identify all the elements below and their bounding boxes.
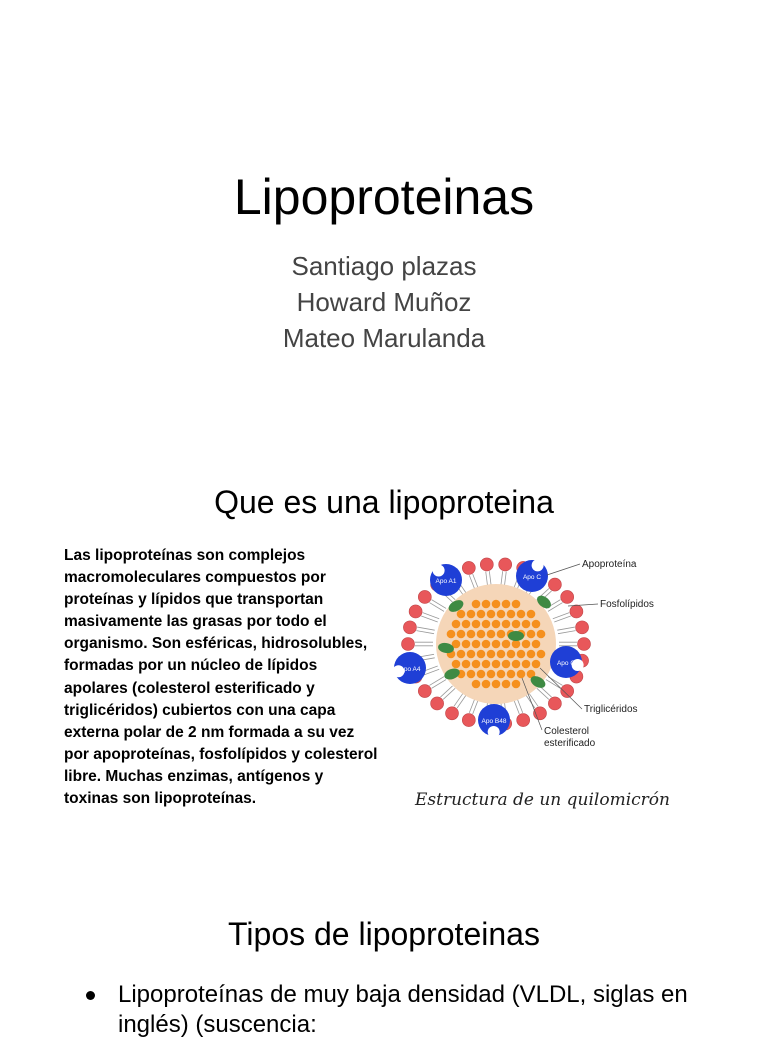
- triglyceride-dot: [492, 620, 501, 629]
- phospholipid-tail: [421, 616, 437, 622]
- triglyceride-dot: [512, 600, 521, 609]
- list-item: [86, 980, 726, 1040]
- phospholipid-tail: [440, 686, 452, 697]
- triglyceride-dot: [522, 620, 531, 629]
- phospholipid-head: [570, 605, 583, 618]
- phospholipid-tail: [537, 688, 549, 699]
- triglyceride-dot: [482, 640, 491, 649]
- triglyceride-dot: [507, 650, 516, 659]
- bullet-icon: [86, 991, 95, 1000]
- apoprotein-notch: [532, 559, 544, 571]
- phospholipid-head: [548, 697, 561, 710]
- triglyceride-dot: [482, 600, 491, 609]
- phospholipid-head: [517, 714, 530, 727]
- phospholipid-tail: [429, 603, 444, 612]
- phospholipid-tail: [417, 627, 435, 630]
- triglyceride-dot: [467, 670, 476, 679]
- triglyceride-dot: [527, 650, 536, 659]
- triglyceride-dot: [472, 600, 481, 609]
- triglyceride-dot: [467, 610, 476, 619]
- phospholipid-tail: [429, 677, 444, 686]
- phospholipid-head: [403, 621, 416, 634]
- triglyceride-dot: [522, 640, 531, 649]
- triglyceride-dot: [502, 600, 511, 609]
- triglyceride-dot: [492, 640, 501, 649]
- triglyceride-dot: [487, 610, 496, 619]
- apoprotein-label: Apo A4: [399, 666, 421, 673]
- phospholipid-tail: [554, 616, 570, 622]
- phospholipid-head: [578, 638, 591, 651]
- apoprotein-notch: [488, 726, 500, 738]
- triglyceride-dot: [537, 650, 546, 659]
- author-name: Howard Muñoz: [296, 287, 472, 317]
- triglyceride-dot: [472, 660, 481, 669]
- triglyceride-dot: [452, 660, 461, 669]
- slide-title: Que es una lipoproteina: [214, 484, 554, 520]
- slide-title: Lipoproteinas: [233, 169, 535, 225]
- apoprotein-label: Apo A1: [435, 578, 457, 585]
- apoprotein-label: Apo C: [522, 574, 542, 581]
- triglyceride-dot: [492, 680, 501, 689]
- triglyceride-dot: [512, 620, 521, 629]
- triglyceride-dot: [532, 640, 541, 649]
- phospholipid-head: [576, 621, 589, 634]
- author-name: Mateo Marulanda: [282, 323, 486, 353]
- triglyceride-dot: [497, 630, 506, 639]
- label-colesterol-2: esterificado: [544, 738, 596, 749]
- triglyceride-dot: [517, 610, 526, 619]
- label-apoproteina: Apoproteína: [582, 559, 637, 570]
- phospholipid-tail: [432, 600, 447, 609]
- label-fosfolipidos: Fosfolípidos: [600, 599, 654, 610]
- phospholipid-head: [409, 605, 422, 618]
- phospholipid-head: [462, 561, 475, 574]
- triglyceride-dot: [462, 640, 471, 649]
- triglyceride-dot: [457, 610, 466, 619]
- triglyceride-dot: [532, 620, 541, 629]
- phospholipid-tail: [504, 572, 506, 587]
- triglyceride-dot: [527, 630, 536, 639]
- apoprotein-label: Apo C: [556, 660, 576, 667]
- phospholipid-tail: [553, 613, 569, 619]
- triglyceride-dot: [487, 630, 496, 639]
- triglyceride-dot: [472, 680, 481, 689]
- chylomicron-illustration: [392, 548, 692, 778]
- triglyceride-dot: [457, 630, 466, 639]
- triglyceride-dot: [472, 620, 481, 629]
- triglyceride-dot: [497, 650, 506, 659]
- triglyceride-dot: [532, 660, 541, 669]
- triglyceride-dot: [502, 660, 511, 669]
- apoprotein-label: Apo B48: [481, 718, 507, 725]
- triglyceride-dot: [462, 660, 471, 669]
- apoprotein-notch: [433, 565, 445, 577]
- label-trigliceridos: Triglicéridos: [584, 704, 638, 715]
- phospholipid-tail: [416, 631, 434, 634]
- phospholipid-tail: [457, 695, 466, 708]
- triglyceride-dot: [477, 610, 486, 619]
- triglyceride-dot: [502, 640, 511, 649]
- phospholipid-head: [402, 638, 415, 651]
- triglyceride-dot: [497, 670, 506, 679]
- triglyceride-dot: [447, 630, 456, 639]
- triglyceride-dot: [527, 610, 536, 619]
- triglyceride-dot: [492, 660, 501, 669]
- types-list: [86, 980, 726, 1040]
- phospholipid-head: [499, 558, 512, 571]
- phospholipid-tail: [423, 613, 439, 619]
- phospholipid-tail: [486, 572, 488, 587]
- list-item-text: Lipoproteínas de muy baja densidad (VLDL, siglas en inglés) (suscencia:: [118, 981, 688, 1038]
- triglyceride-dot: [467, 650, 476, 659]
- triglyceride-dot: [477, 650, 486, 659]
- phospholipid-head: [561, 685, 574, 698]
- phospholipid-head: [548, 578, 561, 591]
- chylomicron-diagram: [392, 548, 692, 778]
- triglyceride-dot: [482, 660, 491, 669]
- triglyceride-dot: [482, 680, 491, 689]
- phospholipid-tail: [557, 627, 575, 630]
- triglyceride-dot: [492, 600, 501, 609]
- phospholipid-tail: [454, 693, 463, 706]
- phospholipid-head: [480, 558, 493, 571]
- triglyceride-dot: [512, 660, 521, 669]
- triglyceride-dot: [487, 650, 496, 659]
- label-colesterol-1: Colesterol: [544, 726, 590, 737]
- phospholipid-head: [418, 685, 431, 698]
- triglyceride-dot: [472, 640, 481, 649]
- triglyceride-dot: [482, 620, 491, 629]
- triglyceride-dot: [502, 620, 511, 629]
- phospholipid-tail: [432, 680, 447, 689]
- phospholipid-tail: [558, 631, 576, 634]
- triglyceride-dot: [457, 650, 466, 659]
- phospholipid-tail: [443, 688, 455, 699]
- author-name: Santiago plazas: [291, 251, 477, 281]
- definition-text: Las lipoproteínas son complejos macromoleculares compuestos por proteínas y lípidos que transportan masivamente las grasas por todo el organismo. Son esféricas, hidrosolubles, formadas por un núcleo de lípidos apolares (colesterol esterificado y triglicéridos) cubiertos con una capa externa polar de 2 nm formada a su vez por apoproteínas, fosfolípidos y colesterol libre. Muchas enzimas, antígenos y toxinas son lipoproteínas.: [64, 547, 378, 808]
- leader-line: [568, 604, 598, 606]
- phospholipid-tail: [526, 695, 535, 708]
- cholesterol-ester: [508, 631, 524, 641]
- phospholipid-tail: [489, 571, 491, 586]
- triglyceride-dot: [487, 670, 496, 679]
- author-list: [0, 248, 768, 356]
- triglyceride-dot: [522, 660, 531, 669]
- triglyceride-dot: [507, 670, 516, 679]
- triglyceride-dot: [497, 610, 506, 619]
- phospholipid-head: [446, 707, 459, 720]
- phospholipid-head: [462, 714, 475, 727]
- phospholipid-head: [561, 590, 574, 603]
- triglyceride-dot: [517, 650, 526, 659]
- triglyceride-dot: [477, 670, 486, 679]
- triglyceride-dot: [517, 670, 526, 679]
- triglyceride-dot: [477, 630, 486, 639]
- triglyceride-dot: [537, 630, 546, 639]
- slide-title: Tipos de lipoproteinas: [228, 916, 540, 952]
- triglyceride-dot: [507, 610, 516, 619]
- triglyceride-dot: [512, 680, 521, 689]
- phospholipid-head: [418, 590, 431, 603]
- diagram-caption: Estructura de un quilomicrón: [415, 790, 670, 810]
- triglyceride-dot: [467, 630, 476, 639]
- triglyceride-dot: [452, 620, 461, 629]
- leader-line: [547, 564, 580, 575]
- phospholipid-head: [431, 697, 444, 710]
- triglyceride-dot: [502, 680, 511, 689]
- phospholipid-tail: [501, 571, 503, 586]
- triglyceride-dot: [462, 620, 471, 629]
